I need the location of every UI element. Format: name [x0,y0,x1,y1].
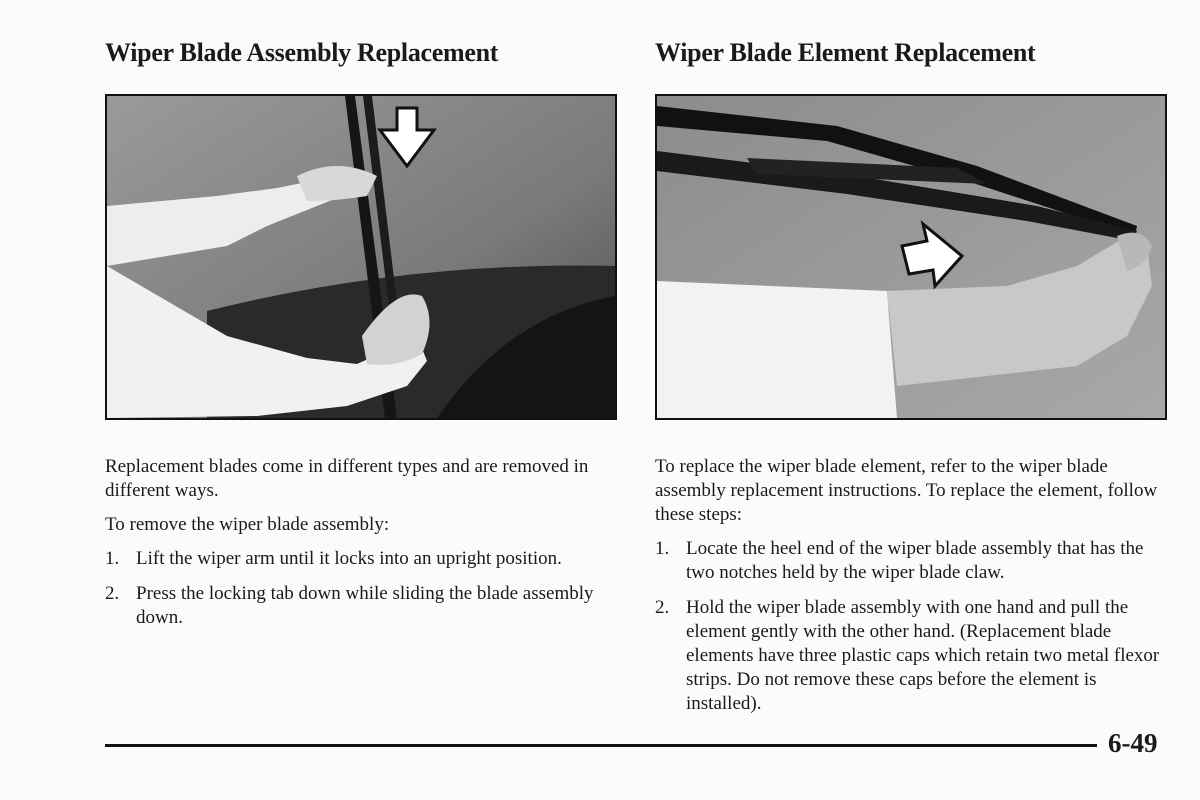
wiper-element-photo [655,94,1167,420]
step-list [655,537,1170,716]
element-instructions [655,455,1170,727]
intro-paragraph: To replace the wiper blade element, refer to the wiper blade assembly replacement instructions. To replace the element, follow these steps: [655,456,1158,525]
step-text: Lift the wiper arm until it locks into an upright position. [136,548,562,569]
step-list [105,547,620,630]
list-item [105,547,620,571]
lead-paragraph: To remove the wiper blade assembly: [105,514,390,535]
list-item [105,582,620,630]
section-heading-assembly: Wiper Blade Assembly Replacement [105,38,499,67]
step-text: Hold the wiper blade assembly with one hand and pull the element gently with the other hand. (Replacement blade elements have three plastic caps which retain two metal flexor strips. Do not remove these caps before the element is installed). [686,597,1160,714]
list-item [655,596,1170,716]
step-number: 2. [105,583,120,604]
step-number: 1. [655,538,670,559]
page-number: 6-49 [1108,728,1158,758]
list-item [655,537,1170,585]
step-number: 1. [105,548,120,569]
intro-paragraph: Replacement blades come in different types and are removed in different ways. [105,456,589,501]
wiper-assembly-photo [105,94,617,420]
assembly-instructions [105,455,620,641]
step-text: Locate the heel end of the wiper blade assembly that has the two notches held by the wiper blade claw. [686,538,1144,583]
step-number: 2. [655,597,670,618]
footer-rule [105,744,1097,747]
section-heading-element: Wiper Blade Element Replacement [655,38,1036,67]
step-text: Press the locking tab down while sliding the blade assembly down. [136,583,594,628]
